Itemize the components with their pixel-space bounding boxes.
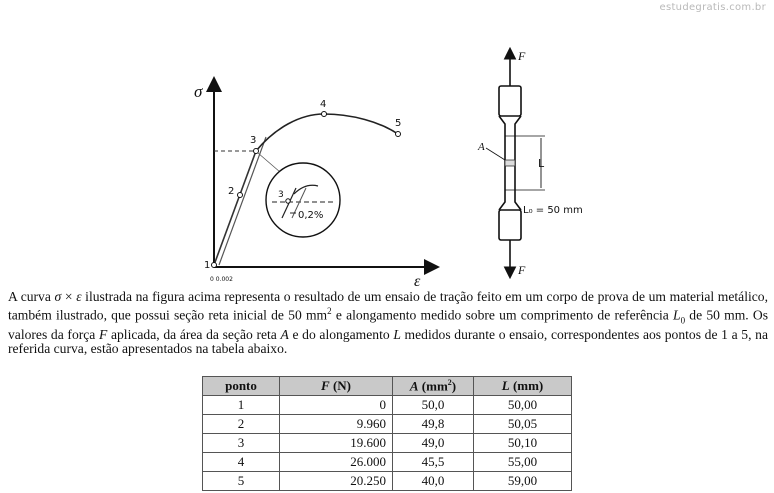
detail-point <box>286 199 290 203</box>
detail-leader <box>258 153 280 172</box>
cell-length: 50,10 <box>474 434 572 453</box>
cell-force: 9.960 <box>280 415 393 434</box>
cell-force: 20.250 <box>280 472 393 491</box>
detail-circle <box>266 163 340 237</box>
specimen-grip-bottom <box>499 210 521 240</box>
stress-strain-curve <box>256 114 398 151</box>
cell-area: 49,8 <box>393 415 474 434</box>
header-force: F (N) <box>280 377 393 396</box>
force-label-top: F <box>518 49 526 63</box>
cell-ponto: 4 <box>203 453 280 472</box>
point-label-4: 4 <box>320 99 327 110</box>
area-leader <box>486 148 505 160</box>
cell-force: 0 <box>280 396 393 415</box>
cell-length: 50,00 <box>474 396 572 415</box>
point-4 <box>322 112 327 117</box>
area-label: A <box>478 141 485 153</box>
cell-force: 26.000 <box>280 453 393 472</box>
origin-tick-labels: 0 0.002 <box>210 276 233 283</box>
point-5 <box>396 132 401 137</box>
point-3 <box>254 149 259 154</box>
point-label-1: 1 <box>204 260 211 271</box>
watermark: estudegratis.com.br <box>659 2 766 13</box>
point-label-2: 2 <box>228 186 235 197</box>
y-axis-label: σ <box>194 82 203 101</box>
table-row <box>203 415 572 434</box>
point-label-3: 3 <box>250 135 257 146</box>
cell-force: 19.600 <box>280 434 393 453</box>
table-row <box>203 472 572 491</box>
problem-statement: A curva σ × ε ilustrada na figura acima representa o resultado de um ensaio de tração feito em um corpo de prova de um material metálico, também ilustrado, que possui seção reta inicial de 50 $mm^2$ e alongamento medido sobre um comprimento de referência $L_0$ de 50 mm. Os valores da força F aplicada, da área da seção reta A e do alongamento L medidos durante o ensaio, correspondentes aos pontos de 1 a 5, na referida curva, estão apresentados na tabela abaixo. <box>8 289 768 356</box>
cross-section-mark <box>505 160 515 166</box>
table-header-row <box>203 377 572 396</box>
cell-ponto: 5 <box>203 472 280 491</box>
point-label-5: 5 <box>395 118 402 129</box>
header-length: L (mm) <box>474 377 572 396</box>
cell-ponto: 2 <box>203 415 280 434</box>
table-row <box>203 434 572 453</box>
cell-area: 50,0 <box>393 396 474 415</box>
force-label-bottom: F <box>518 263 526 277</box>
cell-length: 59,00 <box>474 472 572 491</box>
cell-area: 49,0 <box>393 434 474 453</box>
cell-area: 45,5 <box>393 453 474 472</box>
point-1 <box>212 263 217 268</box>
ref-length-label: L₀ = 50 mm <box>523 205 583 216</box>
length-label: L <box>538 157 545 170</box>
table-row <box>203 453 572 472</box>
header-ponto: ponto <box>203 377 280 396</box>
cell-length: 55,00 <box>474 453 572 472</box>
offset-line <box>219 137 266 265</box>
table-row <box>203 396 572 415</box>
results-table <box>202 376 572 491</box>
offset-label: 0,2% <box>298 210 324 221</box>
point-2 <box>238 193 243 198</box>
cell-length: 50,05 <box>474 415 572 434</box>
header-area: A $(mm^2)$ <box>393 377 474 396</box>
detail-point-label: 3 <box>278 190 284 200</box>
x-axis-label: ε <box>414 273 421 290</box>
specimen-grip-top <box>499 86 521 116</box>
cell-area: 40,0 <box>393 472 474 491</box>
elastic-line <box>214 151 256 265</box>
cell-ponto: 1 <box>203 396 280 415</box>
cell-ponto: 3 <box>203 434 280 453</box>
